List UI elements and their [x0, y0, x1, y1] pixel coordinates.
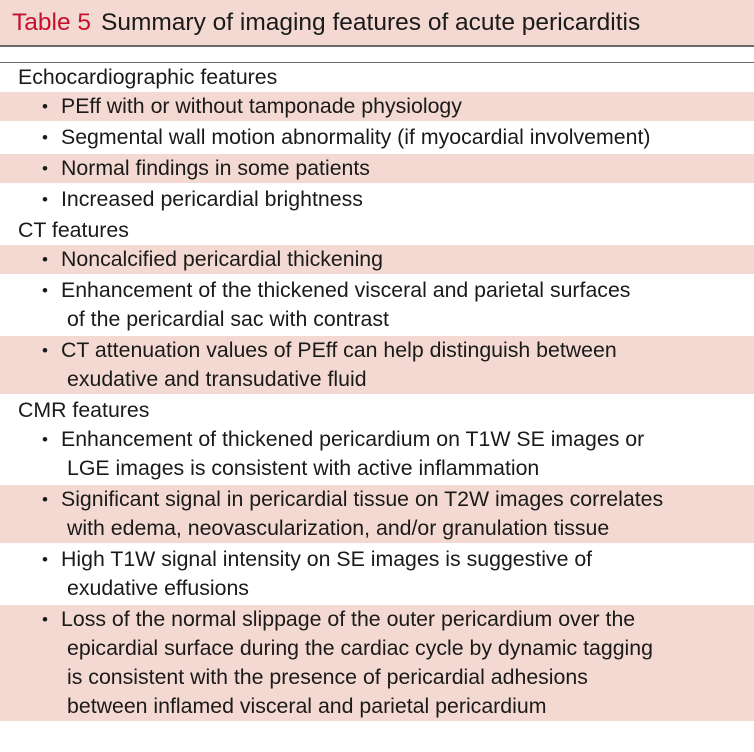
row-text-line: Segmental wall motion abnormality (if myocardial involvement): [61, 125, 651, 149]
row-text-line: PEff with or without tamponade physiology: [61, 94, 462, 118]
row-text-line: with edema, neovascularization, and/or granulation tissue: [67, 516, 610, 540]
row-text-line: Loss of the normal slippage of the outer pericardium over the: [61, 607, 636, 631]
row-text: [61, 605, 653, 721]
bullet-icon: •: [42, 190, 48, 209]
row-text-line: exudative and transudative fluid: [67, 367, 367, 391]
bullet-icon: •: [42, 550, 48, 569]
row-text-line: Noncalcified pericardial thickening: [61, 247, 383, 271]
row-text: [61, 485, 663, 543]
bullet-icon: •: [42, 281, 48, 300]
bullet-icon: •: [42, 341, 48, 360]
section-heading: CT features: [18, 218, 129, 242]
bullet-icon: •: [42, 159, 48, 178]
row-text-line: High T1W signal intensity on SE images is suggestive of: [61, 547, 593, 571]
table-row: [0, 154, 754, 185]
table-row: [0, 545, 754, 605]
row-text-line: epicardial surface during the cardiac cycle by dynamic tagging: [67, 636, 653, 660]
row-text-line: Normal findings in some patients: [61, 156, 370, 180]
row-text-line: Significant signal in pericardial tissue on T2W images correlates: [61, 487, 664, 511]
section-heading: Echocardiographic features: [18, 65, 278, 89]
row-text-line: between inflamed visceral and parietal pericardium: [67, 694, 547, 718]
table-row: [0, 185, 754, 216]
row-text-line: of the pericardial sac with contrast: [67, 307, 389, 331]
bullet-icon: •: [42, 97, 48, 116]
table-caption: [0, 0, 754, 47]
row-text: [61, 245, 383, 274]
row-text: [61, 425, 644, 483]
table-row: [0, 485, 754, 545]
row-text-line: Increased pericardial brightness: [61, 187, 363, 211]
table-row: [0, 92, 754, 123]
bullet-icon: •: [42, 430, 48, 449]
row-text-line: CT attenuation values of PEff can help distinguish between: [61, 338, 617, 362]
row-text-line: LGE images is consistent with active inflammation: [67, 456, 540, 480]
table-row: [0, 336, 754, 396]
bullet-icon: •: [42, 490, 48, 509]
table-title: Summary of imaging features of acute pericarditis: [101, 8, 641, 36]
row-text: [61, 154, 370, 183]
row-text: [61, 336, 617, 394]
bullet-icon: •: [42, 250, 48, 269]
table-row: [0, 425, 754, 485]
table-number: Table 5: [12, 8, 92, 36]
row-text-line: exudative effusions: [67, 576, 249, 600]
row-text: [61, 545, 592, 603]
row-text: [61, 276, 630, 334]
row-text-line: Enhancement of thickened pericardium on T1W SE images or: [61, 427, 645, 451]
section-heading: CMR features: [18, 398, 150, 422]
row-text-line: Enhancement of the thickened visceral and parietal surfaces: [61, 278, 631, 302]
row-text-line: is consistent with the presence of pericardial adhesions: [67, 665, 588, 689]
bullet-icon: •: [42, 128, 48, 147]
caption-spacer: [0, 47, 754, 63]
row-text: [61, 123, 650, 152]
table-body: [0, 63, 754, 723]
table-row: [0, 605, 754, 723]
table-row: [0, 123, 754, 154]
table-row: [0, 276, 754, 336]
table-row: [0, 245, 754, 276]
row-text: [61, 185, 363, 214]
row-text: [61, 92, 462, 121]
bullet-icon: •: [42, 610, 48, 629]
